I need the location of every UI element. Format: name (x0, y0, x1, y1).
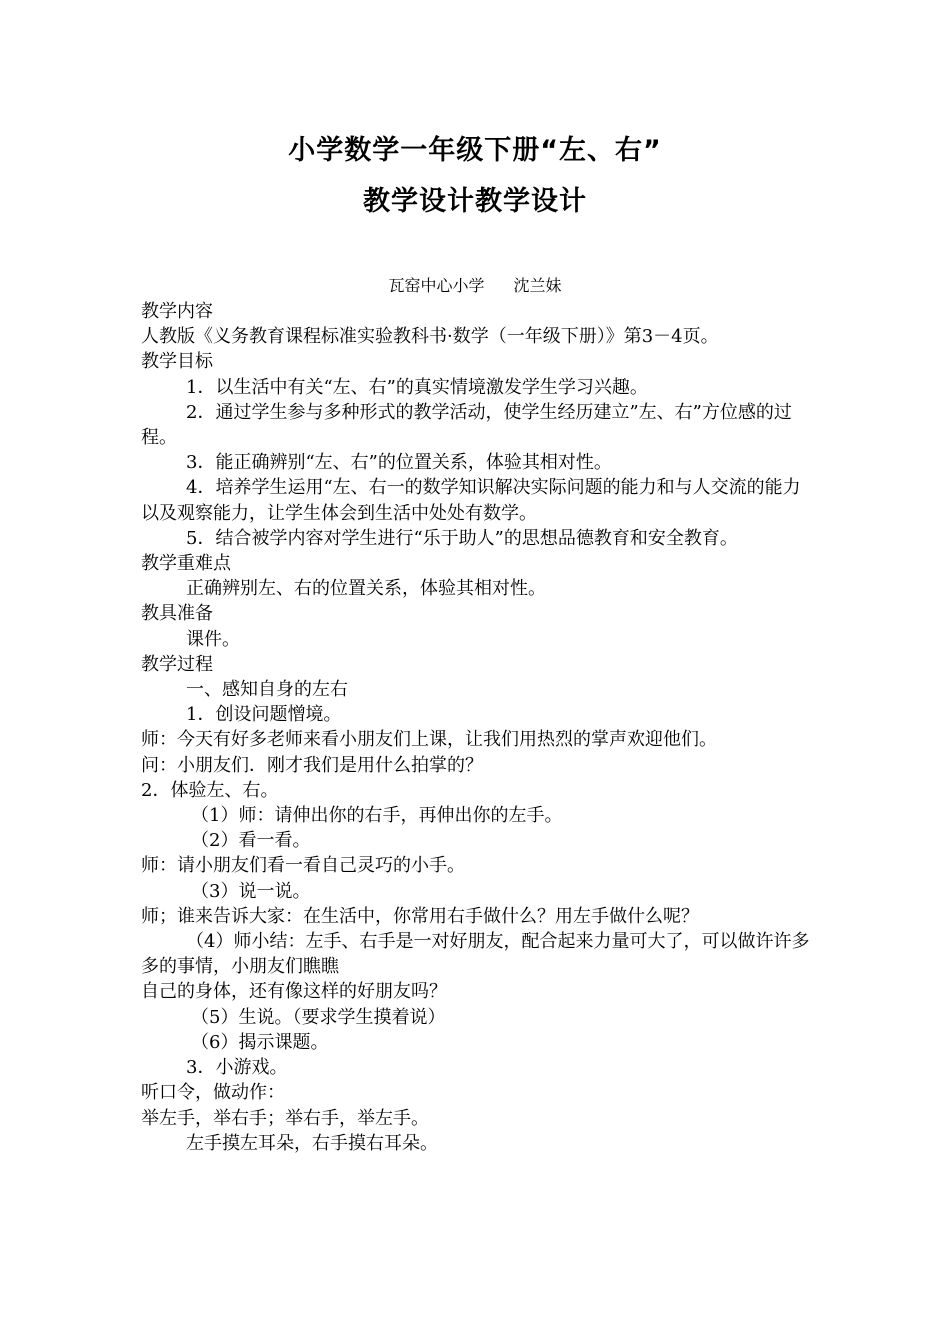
paragraph: （5）生说。（要求学生摸着说） (191, 1006, 446, 1028)
paragraph: 自己的身体，还有像这样的好朋友吗？ (141, 981, 447, 1003)
paragraph: 教学过程 (141, 653, 213, 675)
paragraph: 左手摸左耳朵，右手摸右耳朵。 (186, 1132, 438, 1154)
paragraph: 教学目标 (141, 351, 213, 373)
paragraph: 一、感知自身的左右 (186, 679, 348, 701)
paragraph: 1．创设问题憎境。 (186, 704, 342, 726)
paragraph: 2．体验左、右。 (141, 779, 279, 801)
paragraph: （4）师小结：左手、右手是一对好朋友，配合起来力量可大了，可以做许许多多的事情，小朋友们瞧瞧 (141, 931, 810, 978)
paragraph: 教学重难点 (141, 553, 231, 575)
paragraph: 正确辨别左、右的位置关系，体验其相对性。 (186, 578, 546, 600)
paragraph: 人教版《义务教育课程标准实验教科书·数学（一年级下册）》第3－4页。 (141, 326, 719, 348)
paragraph: 1．以生活中有关“左、右”的真实情境激发学生学习兴趣。 (186, 376, 648, 398)
paragraph: 5．结合被学内容对学生进行“乐于助人”的思想品德教育和安全教育。 (186, 527, 738, 549)
paragraph: 师；谁来告诉大家：在生活中，你常用右手做什么？用左手做什么呢？ (141, 905, 699, 927)
paragraph: 3．小游戏。 (186, 1057, 288, 1079)
school-name: 瓦窑中心小学 (388, 276, 485, 295)
paragraph: （3）说一说。 (191, 880, 311, 902)
paragraph: 师：请小朋友们看一看自己灵巧的小手。 (141, 855, 465, 877)
paragraph: 师：今天有好多老师来看小朋友们上课，让我们用热烈的掌声欢迎他们。 (141, 729, 717, 751)
paragraph: 问：小朋友们．刚才我们是用什么拍掌的？ (141, 754, 483, 776)
document-title-line2: 教学设计教学设计 (363, 186, 587, 217)
document-title-line1: 小学数学一年级下册“左、右” (288, 135, 662, 166)
paragraph: （1）师：请伸出你的右手，再伸出你的左手。 (191, 805, 563, 827)
author-line (0, 275, 950, 297)
author-name: 沈兰妹 (513, 276, 562, 295)
document-body (141, 299, 811, 1156)
paragraph: 听口令，做动作： (141, 1082, 285, 1104)
paragraph: 教具准备 (141, 603, 213, 625)
paragraph: 4．培养学生运用“左、右一的数学知识解决实际问题的能力和与人交流的能力以及观察能力，让学生体会到生活中处处有数学。 (141, 477, 801, 524)
paragraph: 课件。 (186, 628, 240, 650)
paragraph: 举左手，举右手；举右手，举左手。 (141, 1107, 429, 1129)
paragraph: （2）看一看。 (191, 830, 311, 852)
paragraph: 2．通过学生参与多种形式的教学活动，使学生经历建立”左、右”方位感的过程。 (141, 401, 792, 449)
paragraph: 3．能正确辨别“左、右”的位置关系，体验其相对性。 (186, 452, 612, 474)
paragraph: 教学内容 (141, 301, 213, 322)
paragraph: （6）揭示课题。 (191, 1031, 329, 1053)
